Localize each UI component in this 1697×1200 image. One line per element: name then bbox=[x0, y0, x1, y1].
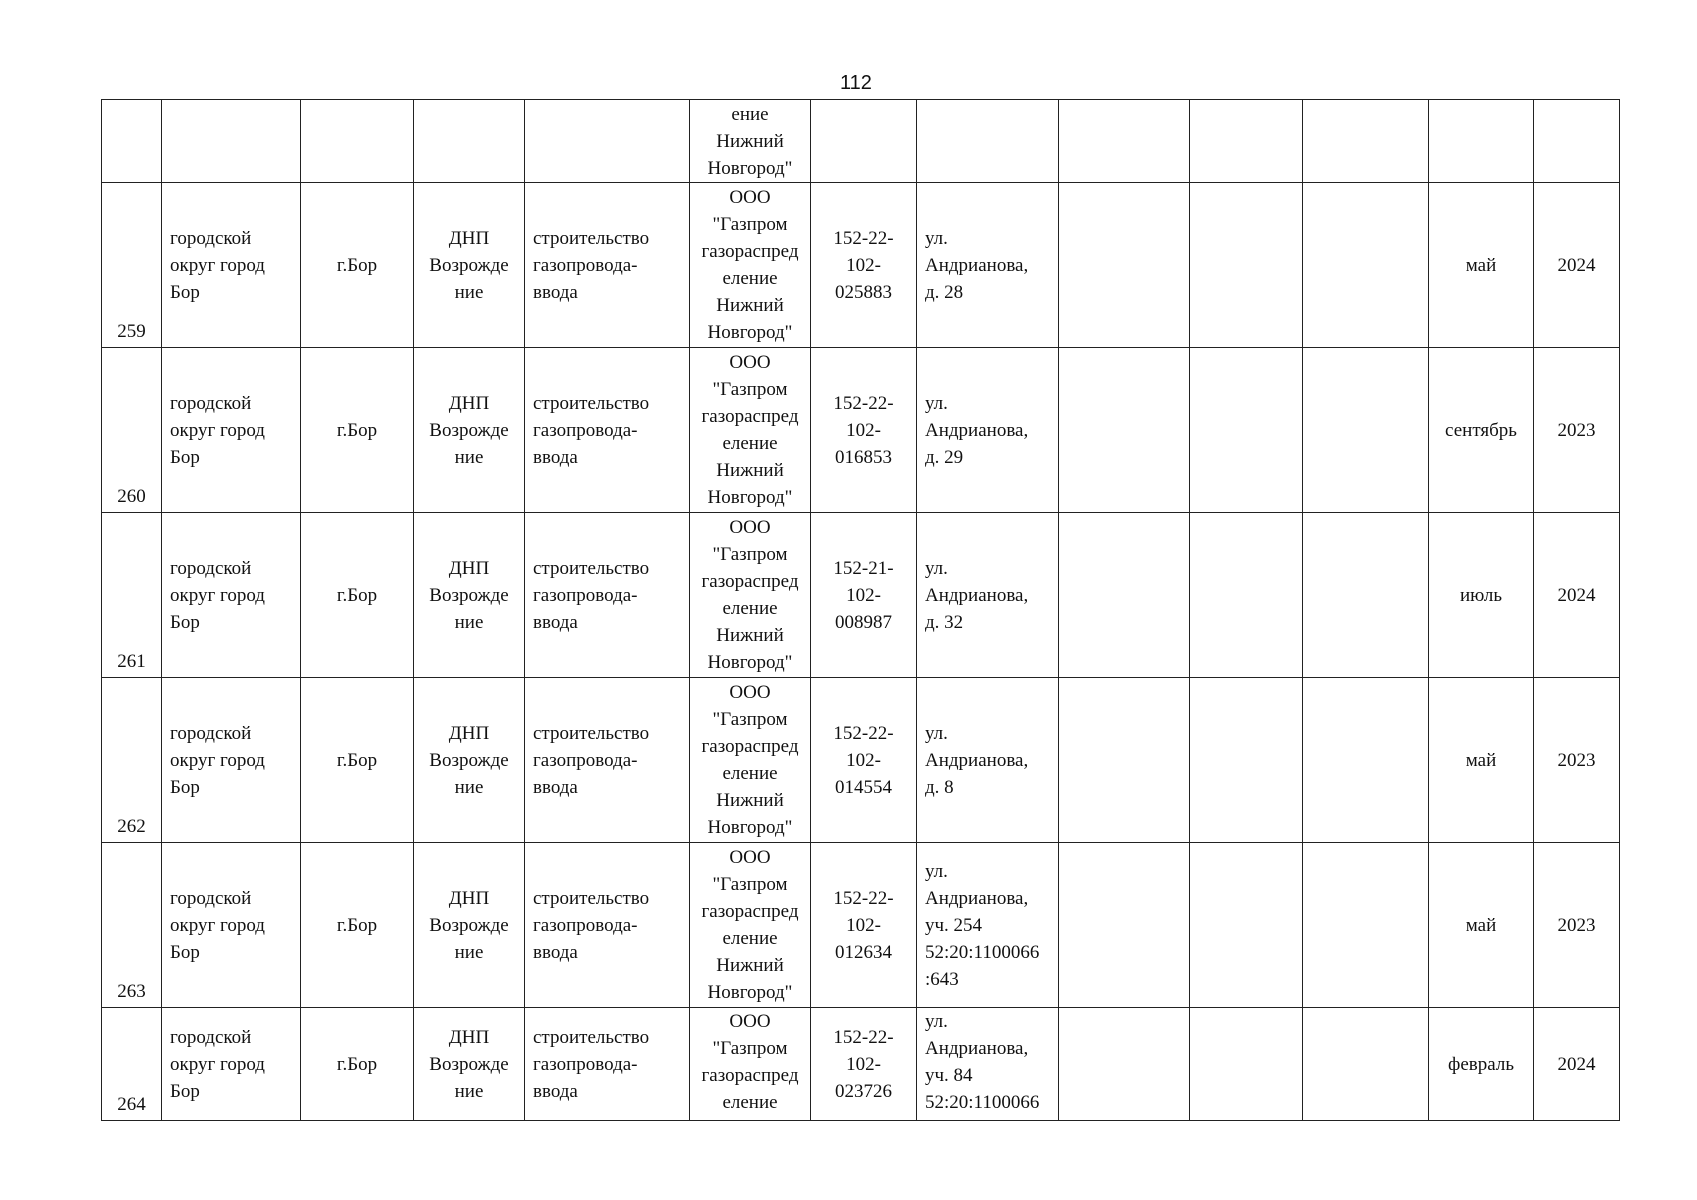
cell-org: ООО "Газпром газораспред еление Нижний Новгород" bbox=[690, 348, 811, 513]
cell-settlement bbox=[414, 100, 525, 183]
cell-year: 2023 bbox=[1534, 348, 1620, 513]
cell-empty bbox=[1190, 183, 1303, 348]
table-row bbox=[102, 183, 1620, 348]
cell-settlement: ДНП Возрожде ние bbox=[414, 183, 525, 348]
cell-month bbox=[1429, 100, 1534, 183]
cell-settlement: ДНП Возрожде ние bbox=[414, 843, 525, 1008]
cell-address: ул. Андрианова, уч. 254 52:20:1100066 :643 bbox=[917, 843, 1059, 1008]
cell-work bbox=[525, 100, 690, 183]
cell-code: 152-21- 102- 008987 bbox=[811, 513, 917, 678]
cell-org: ООО "Газпром газораспред еление Нижний Новгород" bbox=[690, 843, 811, 1008]
cell-district: городской округ город Бор bbox=[162, 183, 301, 348]
cell-year bbox=[1534, 100, 1620, 183]
table-row bbox=[102, 513, 1620, 678]
cell-code: 152-22- 102- 025883 bbox=[811, 183, 917, 348]
cell-settlement: ДНП Возрожде ние bbox=[414, 1008, 525, 1121]
cell-address bbox=[917, 100, 1059, 183]
cell-empty bbox=[1059, 843, 1190, 1008]
cell-month: сентябрь bbox=[1429, 348, 1534, 513]
cell-city bbox=[301, 100, 414, 183]
cell-empty bbox=[1303, 678, 1429, 843]
cell-work: строительство газопровода- ввода bbox=[525, 183, 690, 348]
cell-district: городской округ город Бор bbox=[162, 1008, 301, 1121]
table-row bbox=[102, 843, 1620, 1008]
cell-empty bbox=[1190, 1008, 1303, 1121]
cell-empty bbox=[1190, 100, 1303, 183]
cell-empty bbox=[1190, 513, 1303, 678]
cell-month: май bbox=[1429, 843, 1534, 1008]
cell-city: г.Бор bbox=[301, 513, 414, 678]
cell-district: городской округ город Бор bbox=[162, 678, 301, 843]
cell-empty bbox=[1190, 843, 1303, 1008]
cell-org: ООО "Газпром газораспред еление Нижний Новгород" bbox=[690, 678, 811, 843]
cell-num: 263 bbox=[102, 843, 162, 1008]
cell-settlement: ДНП Возрожде ние bbox=[414, 678, 525, 843]
cell-org: ение Нижний Новгород" bbox=[690, 100, 811, 183]
cell-empty bbox=[1303, 100, 1429, 183]
cell-code bbox=[811, 100, 917, 183]
cell-city: г.Бор bbox=[301, 843, 414, 1008]
cell-month: июль bbox=[1429, 513, 1534, 678]
cell-city: г.Бор bbox=[301, 348, 414, 513]
cell-code: 152-22- 102- 016853 bbox=[811, 348, 917, 513]
cell-address: ул. Андрианова, д. 28 bbox=[917, 183, 1059, 348]
cell-num: 260 bbox=[102, 348, 162, 513]
cell-num bbox=[102, 100, 162, 183]
cell-district: городской округ город Бор bbox=[162, 348, 301, 513]
cell-empty bbox=[1303, 183, 1429, 348]
cell-empty bbox=[1303, 1008, 1429, 1121]
cell-district bbox=[162, 100, 301, 183]
cell-num: 261 bbox=[102, 513, 162, 678]
page-number: 112 bbox=[840, 72, 872, 94]
cell-code: 152-22- 102- 014554 bbox=[811, 678, 917, 843]
cell-empty bbox=[1059, 513, 1190, 678]
cell-num: 259 bbox=[102, 183, 162, 348]
cell-year: 2024 bbox=[1534, 1008, 1620, 1121]
table-row bbox=[102, 1008, 1620, 1121]
cell-work: строительство газопровода- ввода bbox=[525, 513, 690, 678]
cell-empty bbox=[1059, 100, 1190, 183]
cell-empty bbox=[1303, 513, 1429, 678]
cell-address: ул. Андрианова, д. 29 bbox=[917, 348, 1059, 513]
cell-num: 264 bbox=[102, 1008, 162, 1121]
cell-month: май bbox=[1429, 678, 1534, 843]
cell-district: городской округ город Бор bbox=[162, 843, 301, 1008]
cell-code: 152-22- 102- 012634 bbox=[811, 843, 917, 1008]
cell-work: строительство газопровода- ввода bbox=[525, 1008, 690, 1121]
table-row-continuation bbox=[102, 100, 1620, 183]
cell-empty bbox=[1059, 348, 1190, 513]
cell-empty bbox=[1303, 843, 1429, 1008]
cell-year: 2024 bbox=[1534, 513, 1620, 678]
cell-work: строительство газопровода- ввода bbox=[525, 843, 690, 1008]
cell-city: г.Бор bbox=[301, 678, 414, 843]
cell-empty bbox=[1059, 183, 1190, 348]
cell-empty bbox=[1190, 348, 1303, 513]
registry-table bbox=[101, 99, 1620, 1121]
cell-empty bbox=[1059, 678, 1190, 843]
cell-empty bbox=[1303, 348, 1429, 513]
cell-work: строительство газопровода- ввода bbox=[525, 678, 690, 843]
cell-city: г.Бор bbox=[301, 183, 414, 348]
cell-empty bbox=[1190, 678, 1303, 843]
cell-year: 2023 bbox=[1534, 843, 1620, 1008]
cell-work: строительство газопровода- ввода bbox=[525, 348, 690, 513]
cell-year: 2024 bbox=[1534, 183, 1620, 348]
cell-year: 2023 bbox=[1534, 678, 1620, 843]
cell-address: ул. Андрианова, уч. 84 52:20:1100066 bbox=[917, 1008, 1059, 1121]
table-row bbox=[102, 348, 1620, 513]
table-row bbox=[102, 678, 1620, 843]
cell-month: февраль bbox=[1429, 1008, 1534, 1121]
cell-city: г.Бор bbox=[301, 1008, 414, 1121]
cell-empty bbox=[1059, 1008, 1190, 1121]
cell-code: 152-22- 102- 023726 bbox=[811, 1008, 917, 1121]
cell-settlement: ДНП Возрожде ние bbox=[414, 348, 525, 513]
cell-address: ул. Андрианова, д. 32 bbox=[917, 513, 1059, 678]
cell-org: ООО "Газпром газораспред еление Нижний Новгород" bbox=[690, 183, 811, 348]
cell-org: ООО "Газпром газораспред еление bbox=[690, 1008, 811, 1121]
cell-settlement: ДНП Возрожде ние bbox=[414, 513, 525, 678]
cell-num: 262 bbox=[102, 678, 162, 843]
cell-month: май bbox=[1429, 183, 1534, 348]
cell-district: городской округ город Бор bbox=[162, 513, 301, 678]
cell-address: ул. Андрианова, д. 8 bbox=[917, 678, 1059, 843]
cell-org: ООО "Газпром газораспред еление Нижний Новгород" bbox=[690, 513, 811, 678]
